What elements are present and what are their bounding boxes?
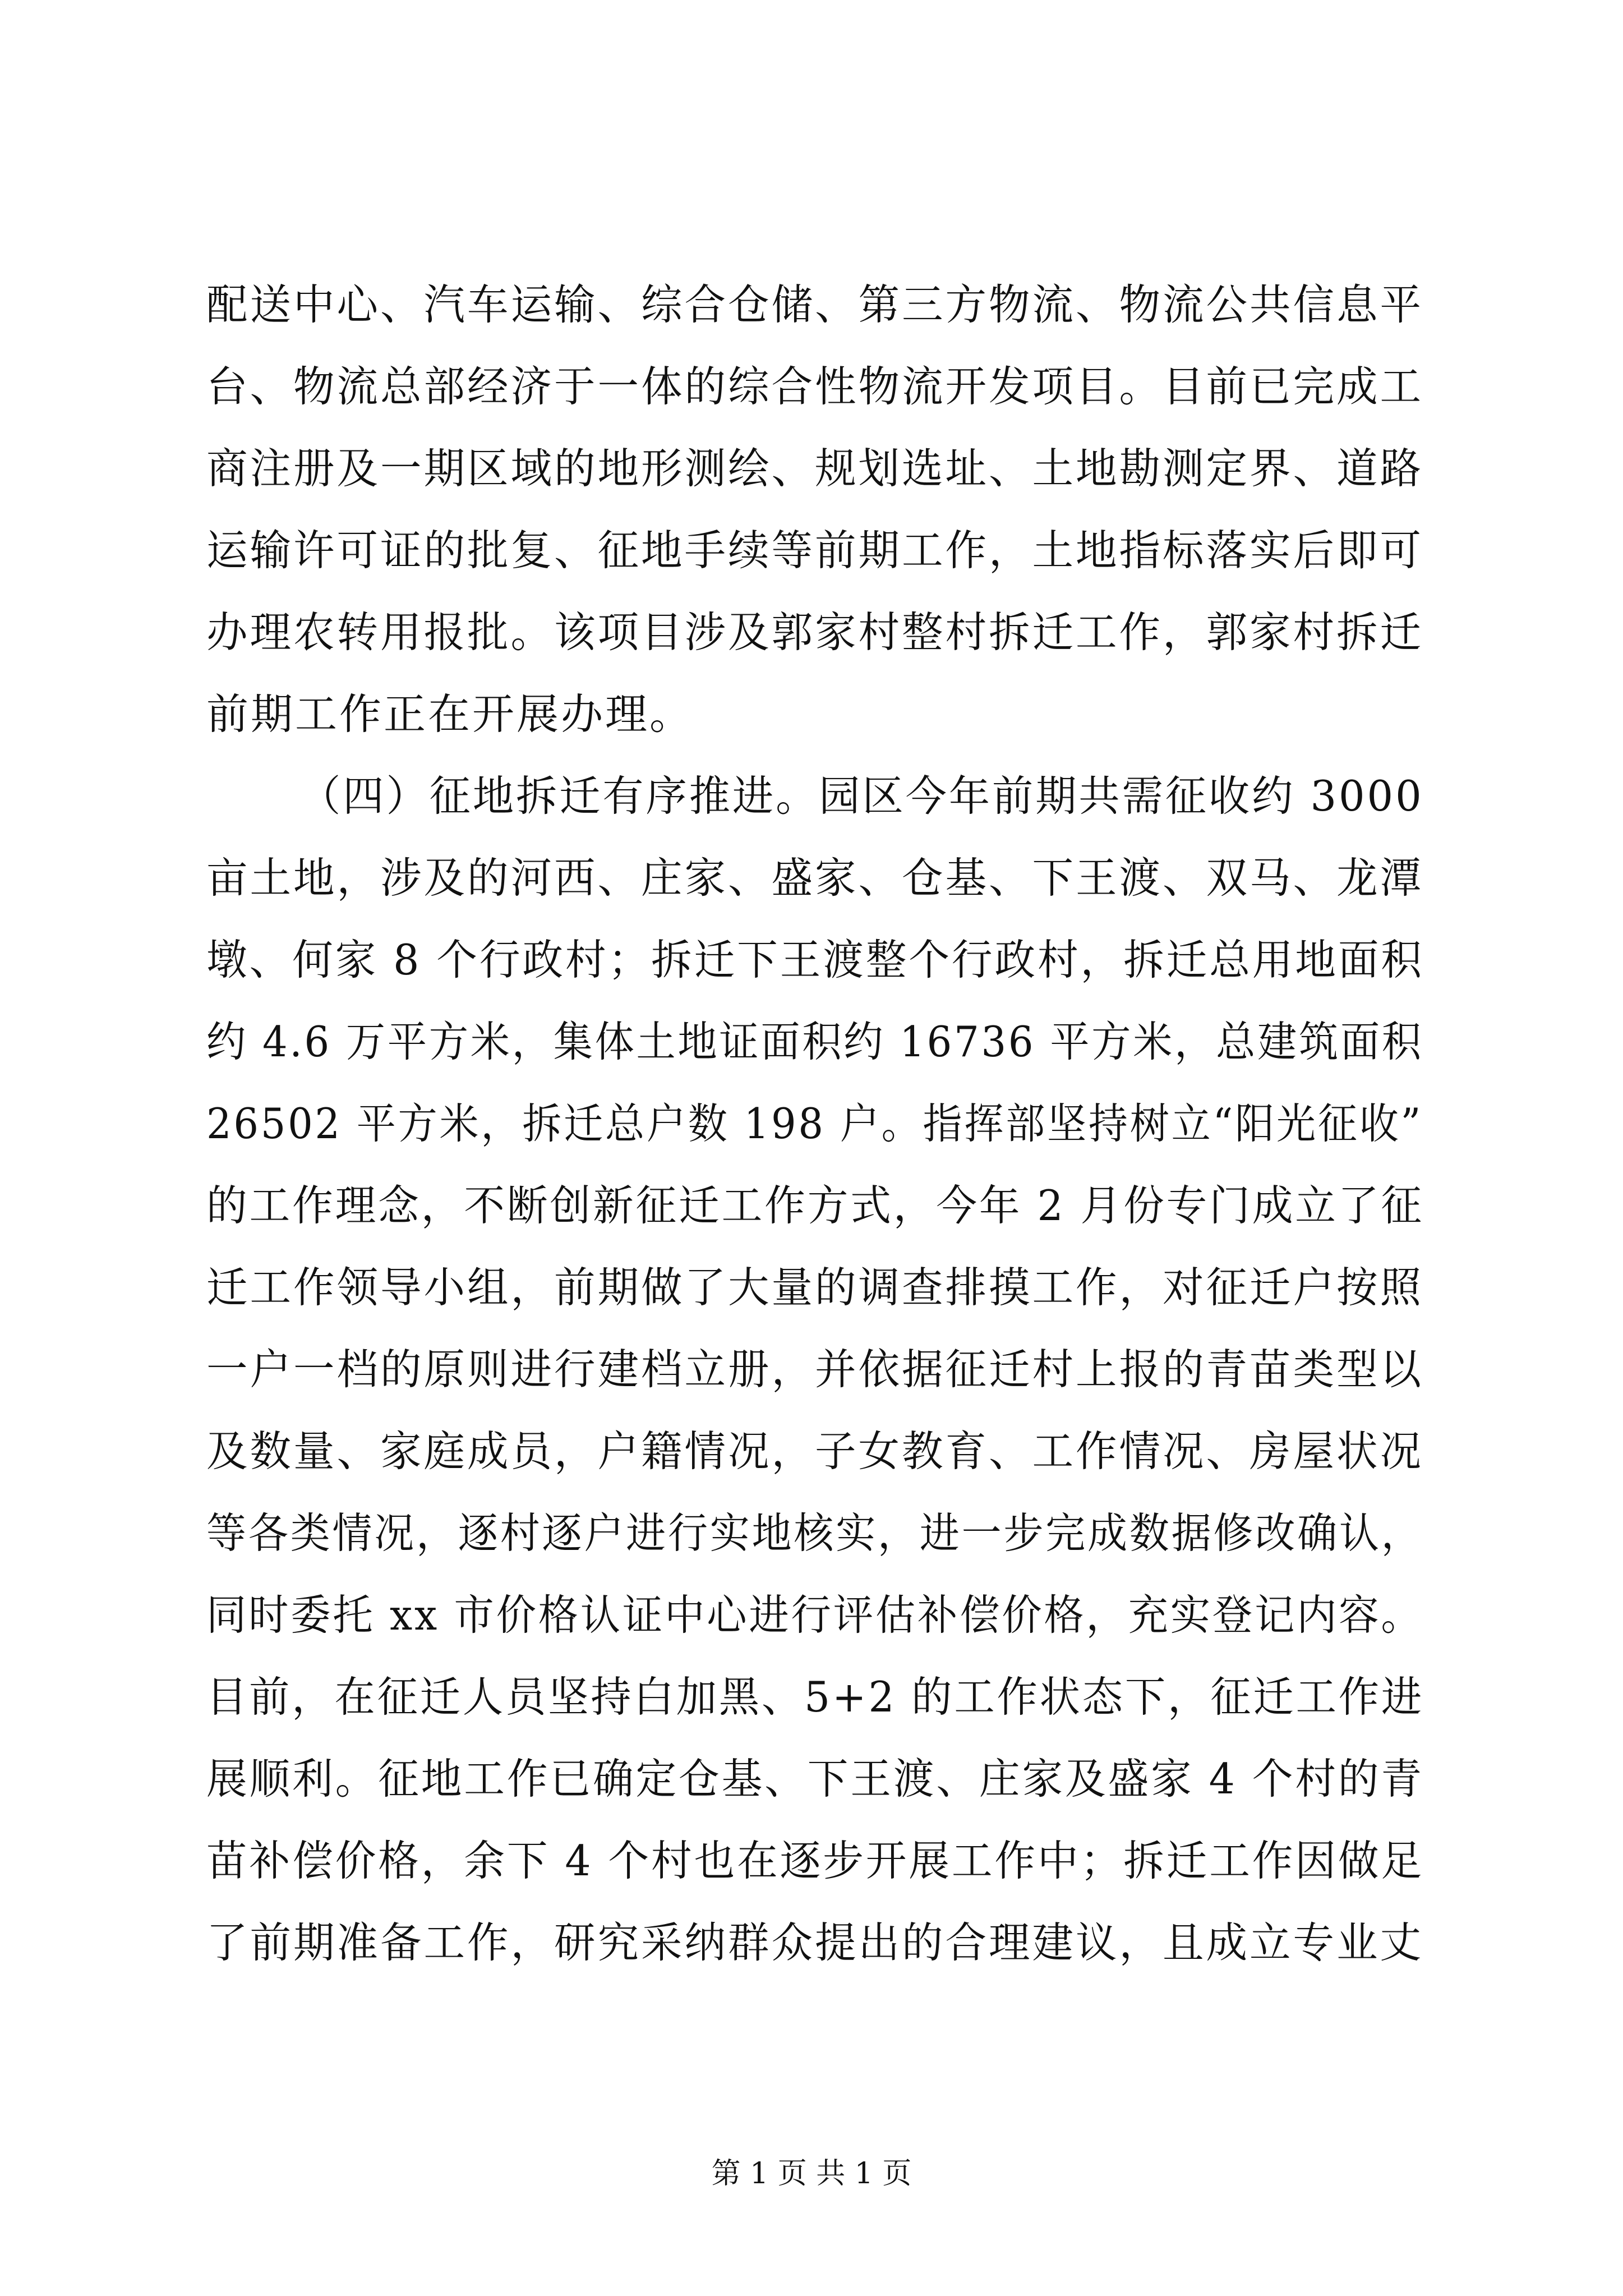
body-text <box>206 264 1423 1984</box>
text-line: 配送中心、汽车运输、综合仓储、第三方物流、物流公共信息平 <box>206 280 1423 329</box>
text-line: 的工作理念，不断创新征迁工作方式，今年 2 月份专门成立了征 <box>206 1181 1424 1230</box>
page-number-label: 第 1 页 共 1 页 <box>711 2157 912 2191</box>
text-line: 了前期准备工作，研究采纳群众提出的合理建议，且成立专业丈 <box>206 1918 1423 1967</box>
text-line: 及数量、家庭成员，户籍情况，子女教育、工作情况、房屋状况 <box>206 1427 1423 1476</box>
text-line: 台、物流总部经济于一体的综合性物流开发项目。目前已完成工 <box>206 362 1423 411</box>
text-line: 墩、何家 8 个行政村；拆迁下王渡整个行政村，拆迁总用地面积 <box>206 935 1424 984</box>
text-line: 迁工作领导小组，前期做了大量的调查排摸工作，对征迁户按照 <box>206 1263 1423 1312</box>
text-line: 商注册及一期区域的地形测绘、规划选址、土地勘测定界、道路 <box>206 444 1423 493</box>
text-line: 目前，在征迁人员坚持白加黑、5+2 的工作状态下，征迁工作进 <box>206 1672 1424 1722</box>
page-footer <box>0 2154 1623 2193</box>
text-line: 约 4.6 万平方米，集体土地证面积约 16736 平方米，总建筑面积 <box>206 1017 1423 1066</box>
text-line: 同时委托 xx 市价格认证中心进行评估补偿价格，充实登记内容。 <box>206 1590 1423 1640</box>
text-line: 展顺利。征地工作已确定仓基、下王渡、庄家及盛家 4 个村的青 <box>206 1754 1424 1803</box>
text-line: 办理农转用报批。该项目涉及郭家村整村拆迁工作，郭家村拆迁 <box>206 608 1423 657</box>
text-line: 26502 平方米，拆迁总户数 198 户。指挥部坚持树立“阳光征收” <box>206 1099 1423 1148</box>
text-line: 前期工作正在开展办理。 <box>206 689 694 739</box>
text-line: 运输许可证的批复、征地手续等前期工作，土地指标落实后即可 <box>206 526 1423 575</box>
text-line: 亩土地，涉及的河西、庄家、盛家、仓基、下王渡、双马、龙潭 <box>206 853 1423 903</box>
text-line: 一户一档的原则进行建档立册，并依据征迁村上报的青苗类型以 <box>206 1345 1423 1394</box>
section-heading-line: （四）征地拆迁有序推进。园区今年前期共需征收约 3000 <box>299 771 1424 821</box>
text-line: 等各类情况，逐村逐户进行实地核实，进一步完成数据修改确认， <box>206 1508 1423 1558</box>
text-line: 苗补偿价格，余下 4 个村也在逐步开展工作中；拆迁工作因做足 <box>206 1836 1424 1885</box>
